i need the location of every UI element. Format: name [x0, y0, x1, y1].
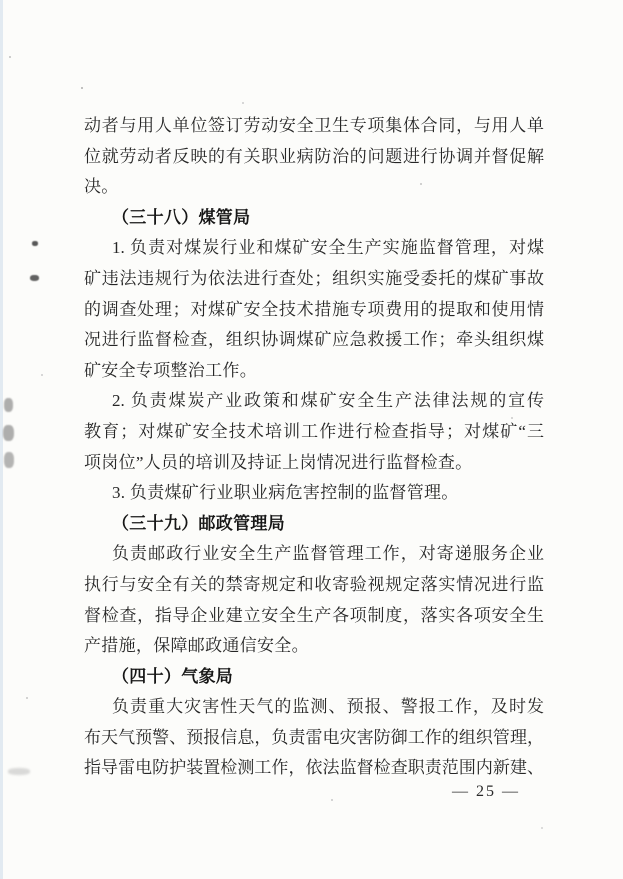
text-line: 督检查，指导企业建立安全生产各项制度，落实各项安全生 [84, 605, 544, 625]
scan-artifact-smudge [8, 768, 30, 775]
page-number: — 25 — [452, 783, 520, 800]
section-heading: （三十八）煤管局 [112, 207, 251, 227]
scan-artifact-smudge [4, 452, 14, 468]
section-heading: （四十）气象局 [112, 666, 234, 686]
scan-edge-strip [0, 0, 3, 879]
text-line: 1. 负责对煤炭行业和煤矿安全生产实施监督管理，对煤 [112, 238, 544, 258]
text-line: 项岗位”人员的培训及持证上岗情况进行监督检查。 [84, 452, 473, 472]
text-line: 2. 负责煤炭产业政策和煤矿安全生产法律法规的宣传 [112, 391, 544, 411]
text-line: 动者与用人单位签订劳动安全卫生专项集体合同，与用人单 [84, 116, 544, 135]
text-line: 产措施，保障邮政通信安全。 [84, 636, 309, 656]
text-line: 矿违法违规行为依法进行查处；组织实施受委托的煤矿事故 [84, 268, 544, 288]
scan-noise-speckles [81, 87, 83, 89]
text-line: 况进行监督检查，组织协调煤矿应急救援工作；牵头组织煤 [84, 330, 544, 350]
text-line: 决。 [84, 177, 119, 197]
text-line: 布天气预警、预报信息，负责雷电灾害防御工作的组织管理， [84, 727, 544, 747]
text-line: 3. 负责煤矿行业职业病危害控制的监督管理。 [112, 483, 459, 503]
text-line: 教育；对煤矿安全技术培训工作进行检查指导；对煤矿“三 [84, 421, 544, 441]
text-line: 执行与安全有关的禁寄规定和收寄验视规定落实情况进行监 [84, 574, 544, 594]
text-line: 矿安全专项整治工作。 [84, 360, 257, 380]
text-line: 负责邮政行业安全生产监督管理工作，对寄递服务企业 [112, 544, 544, 564]
text-line: 的调查处理；对煤矿安全技术措施专项费用的提取和使用情 [84, 299, 544, 319]
scan-artifact-ink-mark [32, 241, 38, 246]
text-line: 位就劳动者反映的有关职业病防治的问题进行协调并督促解 [84, 146, 544, 166]
scan-artifact-ink-mark [30, 275, 39, 281]
text-line: 负责重大灾害性天气的监测、预报、警报工作，及时发 [112, 697, 544, 717]
scan-artifact-smudge [4, 398, 13, 412]
section-heading: （三十九）邮政管理局 [112, 513, 285, 533]
document-body [84, 111, 544, 784]
text-line: 指导雷电防护装置检测工作，依法监督检查职责范围内新建、 [84, 758, 544, 778]
scan-artifact-smudge [3, 425, 14, 441]
